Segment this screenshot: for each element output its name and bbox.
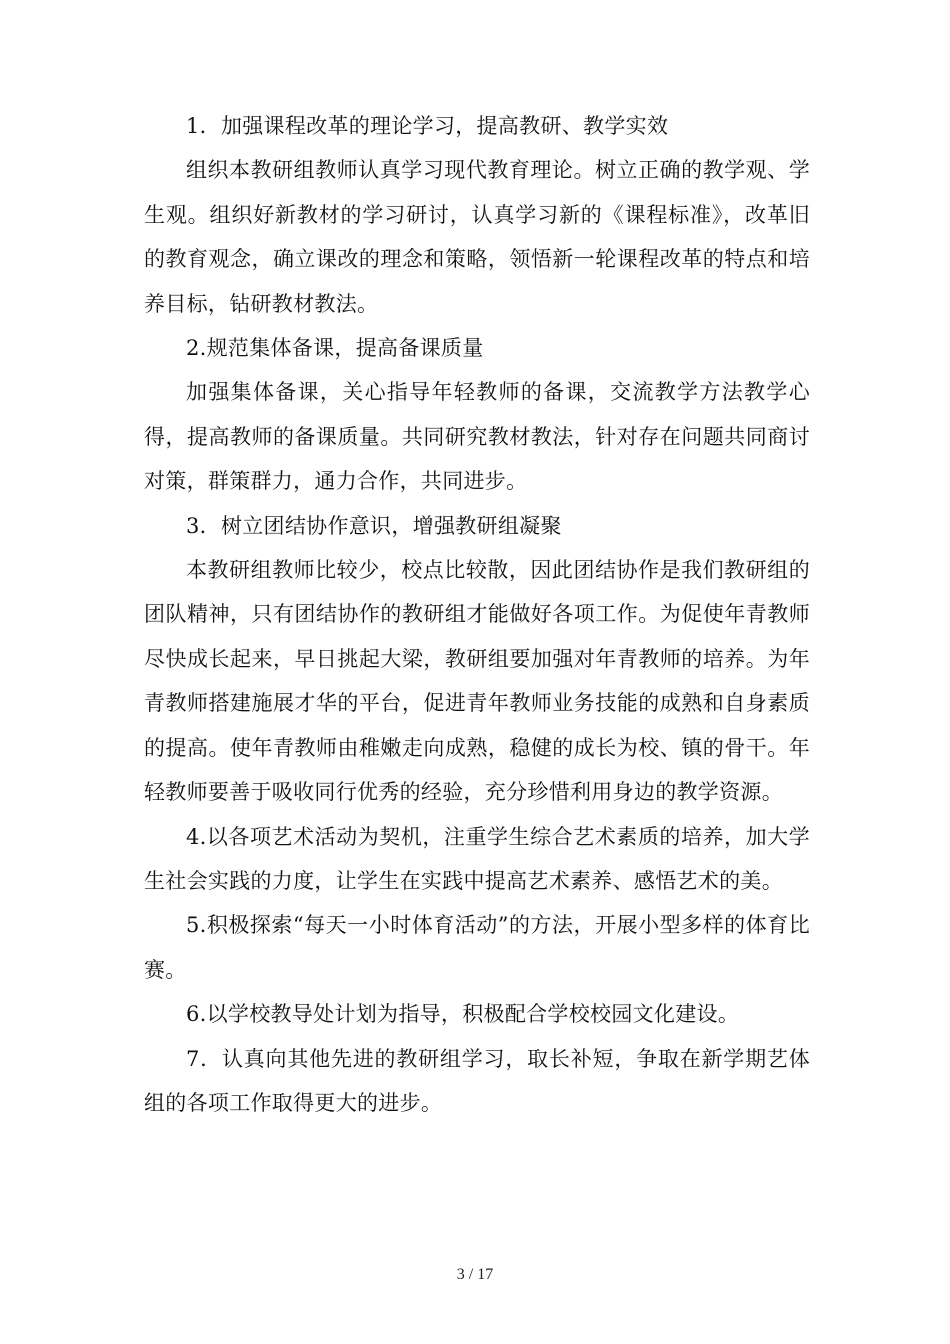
item-6: 6.以学校教导处计划为指导，积极配合学校校园文化建设。 [186, 1002, 740, 1027]
paragraph-2: 加强集体备课，关心指导年轻教师的备课，交流教学方法教学心得，提高教师的备课质量。共同研究教材教法，针对存在问题共同商讨对策，群策群力，通力合作，共同进步。 [144, 380, 810, 494]
section-heading-3: 3．树立团结协作意识，增强教研组凝聚 [186, 513, 562, 538]
item-4: 4.以各项艺术活动为契机，注重学生综合艺术素质的培养，加大学生社会实践的力度，让学生在实践中提高艺术素养、感悟艺术的美。 [144, 824, 810, 893]
item-7: 7．认真向其他先进的教研组学习，取长补短，争取在新学期艺体组的各项工作取得更大的进步。 [144, 1046, 810, 1115]
section-heading-1: 1．加强课程改革的理论学习，提高教研、教学实效 [186, 114, 669, 138]
paragraph-3: 本教研组教师比较少，校点比较散，因此团结协作是我们教研组的团队精神，只有团结协作的教研组才能做好各项工作。为促使年青教师尽快成长起来，早日挑起大梁，教研组要加强对年青教师的培养。为年青教师搭建施展才华的平台，促进青年教师业务技能的成熟和自身素质的提高。使年青教师由稚嫩走向成熟，稳健的成长为校、镇的骨干。年轻教师要善于吸收同行优秀的经验，充分珍惜利用身边的教学资源。 [144, 558, 810, 805]
item-5: 5.积极探索“每天一小时体育活动”的方法，开展小型多样的体育比赛。 [144, 913, 810, 982]
document-body [144, 104, 810, 1125]
page-number: 3 / 17 [456, 1266, 494, 1283]
section-heading-2: 2.规范集体备课，提高备课质量 [186, 336, 484, 361]
paragraph-1: 组织本教研组教师认真学习现代教育理论。树立正确的教学观、学生观。组织好新教材的学习研讨，认真学习新的《课程标准》，改革旧的教育观念，确立课改的理念和策略，领悟新一轮课程改革的特点和培养目标，钻研教材教法。 [144, 158, 810, 316]
